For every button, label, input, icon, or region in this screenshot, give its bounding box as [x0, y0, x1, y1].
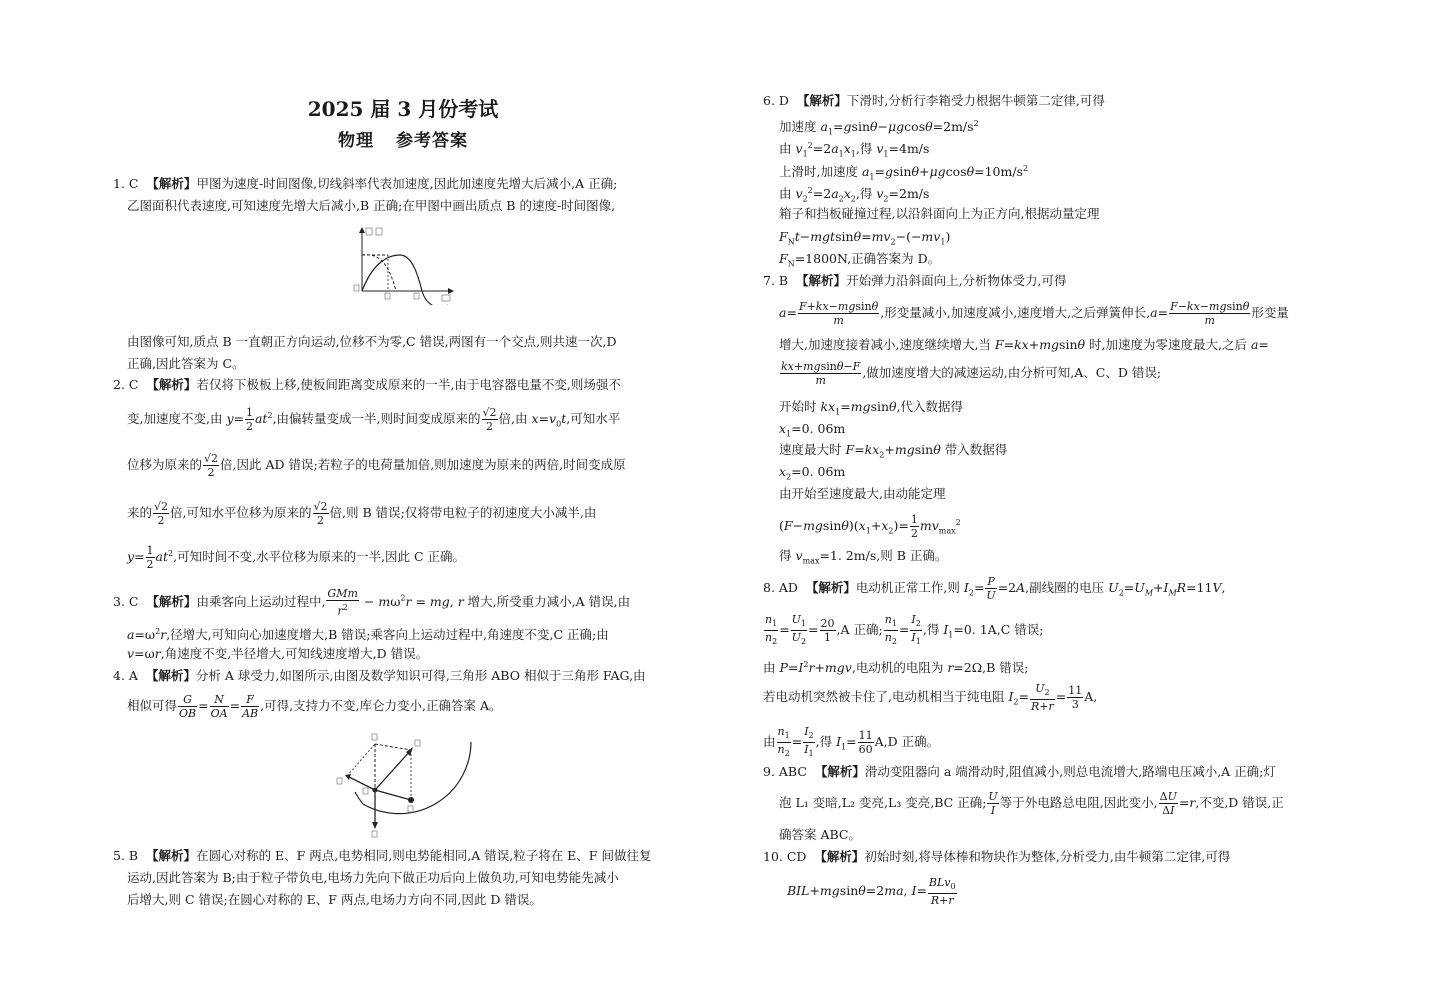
- q3-line-2: $a=\omega^2r$,径增大,可知向心加速度增大,B 错误;乘客向上运动过程中,角速度不变,C 正确;由: [127, 627, 609, 643]
- q3-text-3: ,角速度不变,半径增大,可知线速度增大,D 错误。: [160, 646, 429, 661]
- q6-text-2: 加速度: [779, 119, 817, 135]
- q7-line-9: 由开始至速度最大,由动能定理: [779, 486, 946, 501]
- q6-line-7: $F_Nt-mgtsin\theta=mv_2-(-mv_1)$: [779, 229, 951, 247]
- q2-text-4c: 倍,则 B 错误;仅将带电粒子的初速度大小减半,由: [329, 505, 597, 520]
- q9-analysis-tag: 【解析】: [814, 764, 865, 779]
- q6-line-1: [763, 92, 1105, 110]
- q6-line-5: 由 $v_2^2=2a_2x_2$,得 $v_2=2m/s$: [779, 186, 930, 204]
- q9-text-2a: 泡 L₁ 变暗,L₂ 变亮,L₃ 变亮,BC 正确;: [779, 795, 987, 810]
- q8-text-3c: ,B 错误;: [982, 660, 1029, 676]
- q9-line-1: [763, 763, 1276, 781]
- q3-text-2: ,径增大,可知向心加速度增大,B 错误;乘客向上运动过程中,角速度不变,C 正确;由: [166, 627, 609, 643]
- q4-line-2: 相似可得 $\frac{G}{OB}$ = $\frac{N}{OA}$ = $\frac{F}{AB}$ ,可得,支持力不变,库仑力变小,正确答案 A。: [127, 693, 502, 720]
- q7-text-11b: ,则 B 正确。: [876, 548, 948, 563]
- q2-number: 2. C: [113, 377, 139, 392]
- q7-text-5b: ,代入数据得: [896, 399, 964, 414]
- q8-analysis-tag: 【解析】: [805, 580, 856, 595]
- q8-text-5c: ,D 正确。: [883, 734, 940, 750]
- q8-line-5: 由 $\frac{n_1}{n_2}$ = $\frac{I_2}{I_1}$ ,得 $I_1=$ $\frac{11}{60}$ A,D 正确。: [763, 725, 940, 759]
- q7-line-2: a= $\frac{F+kx-mgsin\theta}{m}$ ,形变量减小,加速度减小,速度增大,之后弹簧伸长,a= $\frac{F-kx-mgsin\theta}{m}$ 形变量: [779, 300, 1289, 327]
- q7-line-3: 增大,加速度接着减小,速度继续增大,当 F=kx+mgsinθ 时,加速度为零速度最大,之后 a=: [779, 337, 1269, 352]
- q2-analysis-tag: 【解析】: [146, 377, 197, 392]
- q1-analysis-tag: 【解析】: [146, 176, 197, 191]
- q2-line-2: 变,加速度不变,由 y= $\frac{1}{2}$ $at^2$,由偏转量变成一半,则时间变成原来的 $\frac{√2}{2}$ 倍,由 $x=v_0t$,可知水平: [127, 406, 621, 434]
- q2-text-2b: ,由偏转量变成一半,则时间变成原来的: [272, 411, 481, 427]
- q1-text-1: 甲图为速度-时间图像,切线斜率代表加速度,因此加速度先增大后减小,A 正确;: [196, 176, 618, 191]
- q6-text-3: 由: [779, 141, 792, 157]
- q7-text-2b: 形变量: [1251, 305, 1289, 320]
- q5-line-3: 后增大,则 C 错误;在圆心对称的 E、F 两点,电场力方向不同,因此 D 错误。: [127, 892, 542, 907]
- q7-text-4: ,做加速度增大的减速运动,由分析可知,A、C、D 错误;: [862, 365, 1162, 380]
- q5-number: 5. B: [113, 848, 139, 863]
- q7-number: 7. B: [763, 273, 789, 288]
- q2-text-2c: 倍,由: [498, 411, 528, 427]
- q2-text-3b: 倍,因此 AD 错误;若粒子的电荷量加倍,则加速度为原来的两倍,时间变成原: [220, 457, 626, 472]
- q10-text-1: 初始时刻,将导体棒和物块作为整体,分析受力,由牛顿第二定律,可得: [864, 849, 1231, 864]
- q7-text-7b: 带入数据得: [944, 442, 1008, 457]
- q2-text-1: 若仅将下极板上移,使板间距离变成原来的一半,由于电容器电量不变,则场强不: [196, 377, 621, 392]
- q10-number: 10. CD: [763, 849, 807, 864]
- q5-text-1: 在圆心对称的 E、F 两点,电势相同,则电势能相同,A 错误,粒子将在 E、F 间做往复: [196, 848, 652, 863]
- q6-text-5: 由: [779, 186, 792, 202]
- q8-text-1a: 电动机正常工作,则: [855, 580, 960, 595]
- q6-line-8: $F_N=1800N$,正确答案为 D。: [779, 251, 941, 269]
- q6-text-8: ,正确答案为 D。: [847, 251, 941, 266]
- q1-line-2: 乙图面积代表速度,可知速度先增大后减小,B 正确;在甲图中画出质点 B 的速度-时间图像,: [127, 198, 616, 213]
- q6-analysis-tag: 【解析】: [796, 93, 847, 108]
- q6-line-3: 由 $v_1^2=2a_1x_1$,得 $v_1=4m/s$: [779, 141, 930, 159]
- q7-line-4: $\frac{kx+mgsin\theta-F}{m}$ ,做加速度增大的减速运动,由分析可知,A、C、D 错误;: [781, 360, 1162, 387]
- q2-line-3: 位移为原来的 $\frac{√2}{2}$ 倍,因此 AD 错误;若粒子的电荷量加倍,则加速度为原来的两倍,时间变成原: [127, 452, 626, 479]
- q4-force-figure: [333, 732, 473, 840]
- q7-line-1: [763, 272, 1067, 290]
- q1-number: 1. C: [113, 176, 139, 191]
- q8-line-2: $\frac{n_1}{n_2}$ = $\frac{U_1}{U_2}$ = $\frac{20}{1}$ ,A 正确; $\frac{n_1}{n_2}$ = $\frac{I_2}{I_1}$ ,得 $I_1=0$. 1A,C 错误;: [765, 613, 1044, 647]
- q9-number: 9. ABC: [763, 764, 807, 779]
- q4-number: 4. A: [113, 668, 138, 683]
- q1-line-4: 正确,因此答案为 C。: [127, 356, 245, 371]
- q7-line-8: $x_2=0$. 06m: [779, 464, 846, 482]
- q3-text-1b: 增大,所受重力减小,A 错误,由: [467, 593, 631, 609]
- q2-text-2a: 变,加速度不变,由: [127, 411, 223, 427]
- q9-text-2c: ,不变,D 错误,正: [1195, 795, 1284, 810]
- q2-text-4b: 倍,可知水平位移为原来的: [170, 505, 312, 520]
- q7-line-6: $x_1=0$. 06m: [779, 421, 846, 439]
- q6-text-3b: ,得: [855, 141, 873, 157]
- q10-line-1: [763, 848, 1230, 866]
- q7-text-1: 开始弹力沿斜面向上,分析物体受力,可得: [846, 273, 1067, 288]
- q7-text-2a: ,形变量减小,加速度减小,速度增大,之后弹簧伸长,: [880, 305, 1151, 320]
- q7-text-3a: 增大,加速度接着减小,速度继续增大,当: [779, 337, 991, 352]
- q8-number: 8. AD: [763, 580, 798, 595]
- q5-analysis-tag: 【解析】: [146, 848, 197, 863]
- q3-text-1a: 由乘客向上运动过程中,: [196, 593, 326, 609]
- q6-number: 6. D: [763, 93, 789, 108]
- q7-line-7: 速度最大时 $F=kx_2+mgsin\theta$ 带入数据得: [779, 442, 1008, 460]
- q6-line-4: 上滑时,加速度 $a_1=gsin\theta+\mu gcos\theta=10m/s^2$: [779, 164, 1029, 182]
- q4-analysis-tag: 【解析】: [145, 668, 196, 683]
- q7-text-3b: 时,加速度为零速度最大,之后: [1089, 337, 1247, 352]
- q10-analysis-tag: 【解析】: [814, 849, 865, 864]
- q7-text-5a: 开始时: [779, 399, 817, 414]
- q7-analysis-tag: 【解析】: [796, 273, 847, 288]
- q2-text-3a: 位移为原来的: [127, 457, 203, 472]
- q7-line-10: $(F-mgsin\theta)(x_1+x_2)=$ $\frac{1}{2}$ $mv_{max}^2$: [779, 513, 961, 541]
- q9-line-3: 确答案 ABC。: [779, 827, 861, 842]
- q6-text-1: 下滑时,分析行李箱受力根据牛顿第二定律,可得: [846, 93, 1105, 108]
- q8-text-5b: ,得: [815, 734, 833, 750]
- q2-line-5: y= $\frac{1}{2}$ $at^2$,可知时间不变,水平位移为原来的一半,因此 C 正确。: [127, 544, 466, 572]
- q7-text-11a: 得: [779, 548, 792, 563]
- q7-text-7a: 速度最大时: [779, 442, 842, 457]
- q8-line-4: 若电动机突然被卡住了,电动机相当于纯电阻 $I_2=$ $\frac{U_2}{R+r}$ = $\frac{11}{3}$ A,: [763, 682, 1098, 714]
- q6-text-5b: ,得: [855, 186, 873, 202]
- q5-line-1: [113, 847, 651, 865]
- q8-text-3a: 由: [763, 660, 776, 676]
- q1-line-3: 由图像可知,质点 B 一直朝正方向运动,位移不为零,C 错误,两图有一个交点,则共速一次,D: [127, 334, 617, 349]
- page-title: 2025 届 3 月份考试: [307, 97, 499, 121]
- q8-line-3: 由 $P=I^2r+mgv$,电动机的电阻为 r=2Ω,B 错误;: [763, 660, 1029, 676]
- q1-line-1: [113, 175, 617, 193]
- q4-line-1: [113, 667, 646, 685]
- q2-text-5: ,可知时间不变,水平位移为原来的一半,因此 C 正确。: [173, 549, 466, 565]
- q9-text-1: 滑动变阻器向 a 端滑动时,阻值减小,则总电流增大,路端电压减小,A 正确;灯: [864, 764, 1276, 779]
- answer-label: 参考答案: [396, 131, 468, 151]
- q4-text-2b: ,可得,支持力不变,库仑力变小,正确答案 A。: [260, 698, 502, 713]
- q6-text-4: 上滑时,加速度: [779, 164, 858, 180]
- q8-text-2c: ,C 错误;: [996, 622, 1044, 638]
- q5-line-2: 运动,因此答案为 B;由于粒子带负电,电场力先向下做正功后向上做负功,可知电势能先减小: [127, 870, 619, 885]
- q9-line-2: 泡 L₁ 变暗,L₂ 变亮,L₃ 变亮,BC 正确; $\frac{U}{I}$ 等于外电路总电阻,因此变小, $\frac{\Delta U}{\Delta I}$ =r,不变,D 错误,正: [779, 790, 1284, 817]
- q8-text-4: 若电动机突然被卡住了,电动机相当于纯电阻: [763, 689, 1005, 705]
- q4-text-1: 分析 A 球受力,如图所示,由图及数学知识可得,三角形 ABO 相似于三角形 FAG,由: [195, 668, 646, 683]
- q10-line-2: BIL+mgsinθ=2ma, I= $\frac{BLv_0}{R+r}$: [787, 876, 956, 908]
- q8-line-1: 8. AD 【解析】电动机正常工作,则 $I_2=$ $\frac{P}{U}$ =2A,副线圈的电压 $U_2=U_M+I_MR=11V$,: [763, 575, 1226, 602]
- q2-text-4a: 来的: [127, 505, 153, 520]
- q4-text-2a: 相似可得: [127, 698, 178, 713]
- q3-number: 3. C: [113, 593, 139, 609]
- q7-line-11: 得 $v_{max}=1$. 2m/s,则 B 正确。: [779, 548, 948, 566]
- page-subtitle: [113, 126, 693, 151]
- q8-text-3b: ,电动机的电阻为: [851, 660, 944, 676]
- q3-line-1: 3. C 【解析】由乘客向上运动过程中, $\frac{\text{GMm}}{r^2}$ − $m\omega^2r$ = mg, r 增大,所受重力减小,A 错误,由: [113, 587, 631, 618]
- q1-vt-figure: [348, 225, 458, 305]
- q2-line-4: 来的 $\frac{√2}{2}$ 倍,可知水平位移为原来的 $\frac{√2}{2}$ 倍,则 B 错误;仅将带电粒子的初速度大小减半,由: [127, 500, 597, 527]
- q8-text-5a: 由: [763, 734, 776, 750]
- q9-text-2b: 等于外电路总电阻,因此变小,: [999, 795, 1158, 810]
- q8-text-2a: ,A 正确;: [836, 622, 883, 638]
- q8-text-1b: ,副线圈的电压: [1025, 580, 1105, 595]
- subject-label: 物理: [338, 131, 374, 151]
- q8-text-2b: ,得: [922, 622, 940, 638]
- q3-line-3: v=ωr,角速度不变,半径增大,可知线速度增大,D 错误。: [127, 646, 429, 661]
- q2-line-1: [113, 376, 621, 394]
- q3-analysis-tag: 【解析】: [146, 593, 197, 609]
- q6-line-2: 加速度 $a_1=gsin\theta-\mu gcos\theta=2m/s^2$: [779, 119, 979, 137]
- q2-text-2d: ,可知水平: [566, 411, 621, 427]
- q7-line-5: 开始时 $kx_1=mgsin\theta$,代入数据得: [779, 399, 964, 417]
- q6-line-6: 箱子和挡板碰撞过程,以沿斜面向上为正方向,根据动量定理: [779, 206, 1100, 221]
